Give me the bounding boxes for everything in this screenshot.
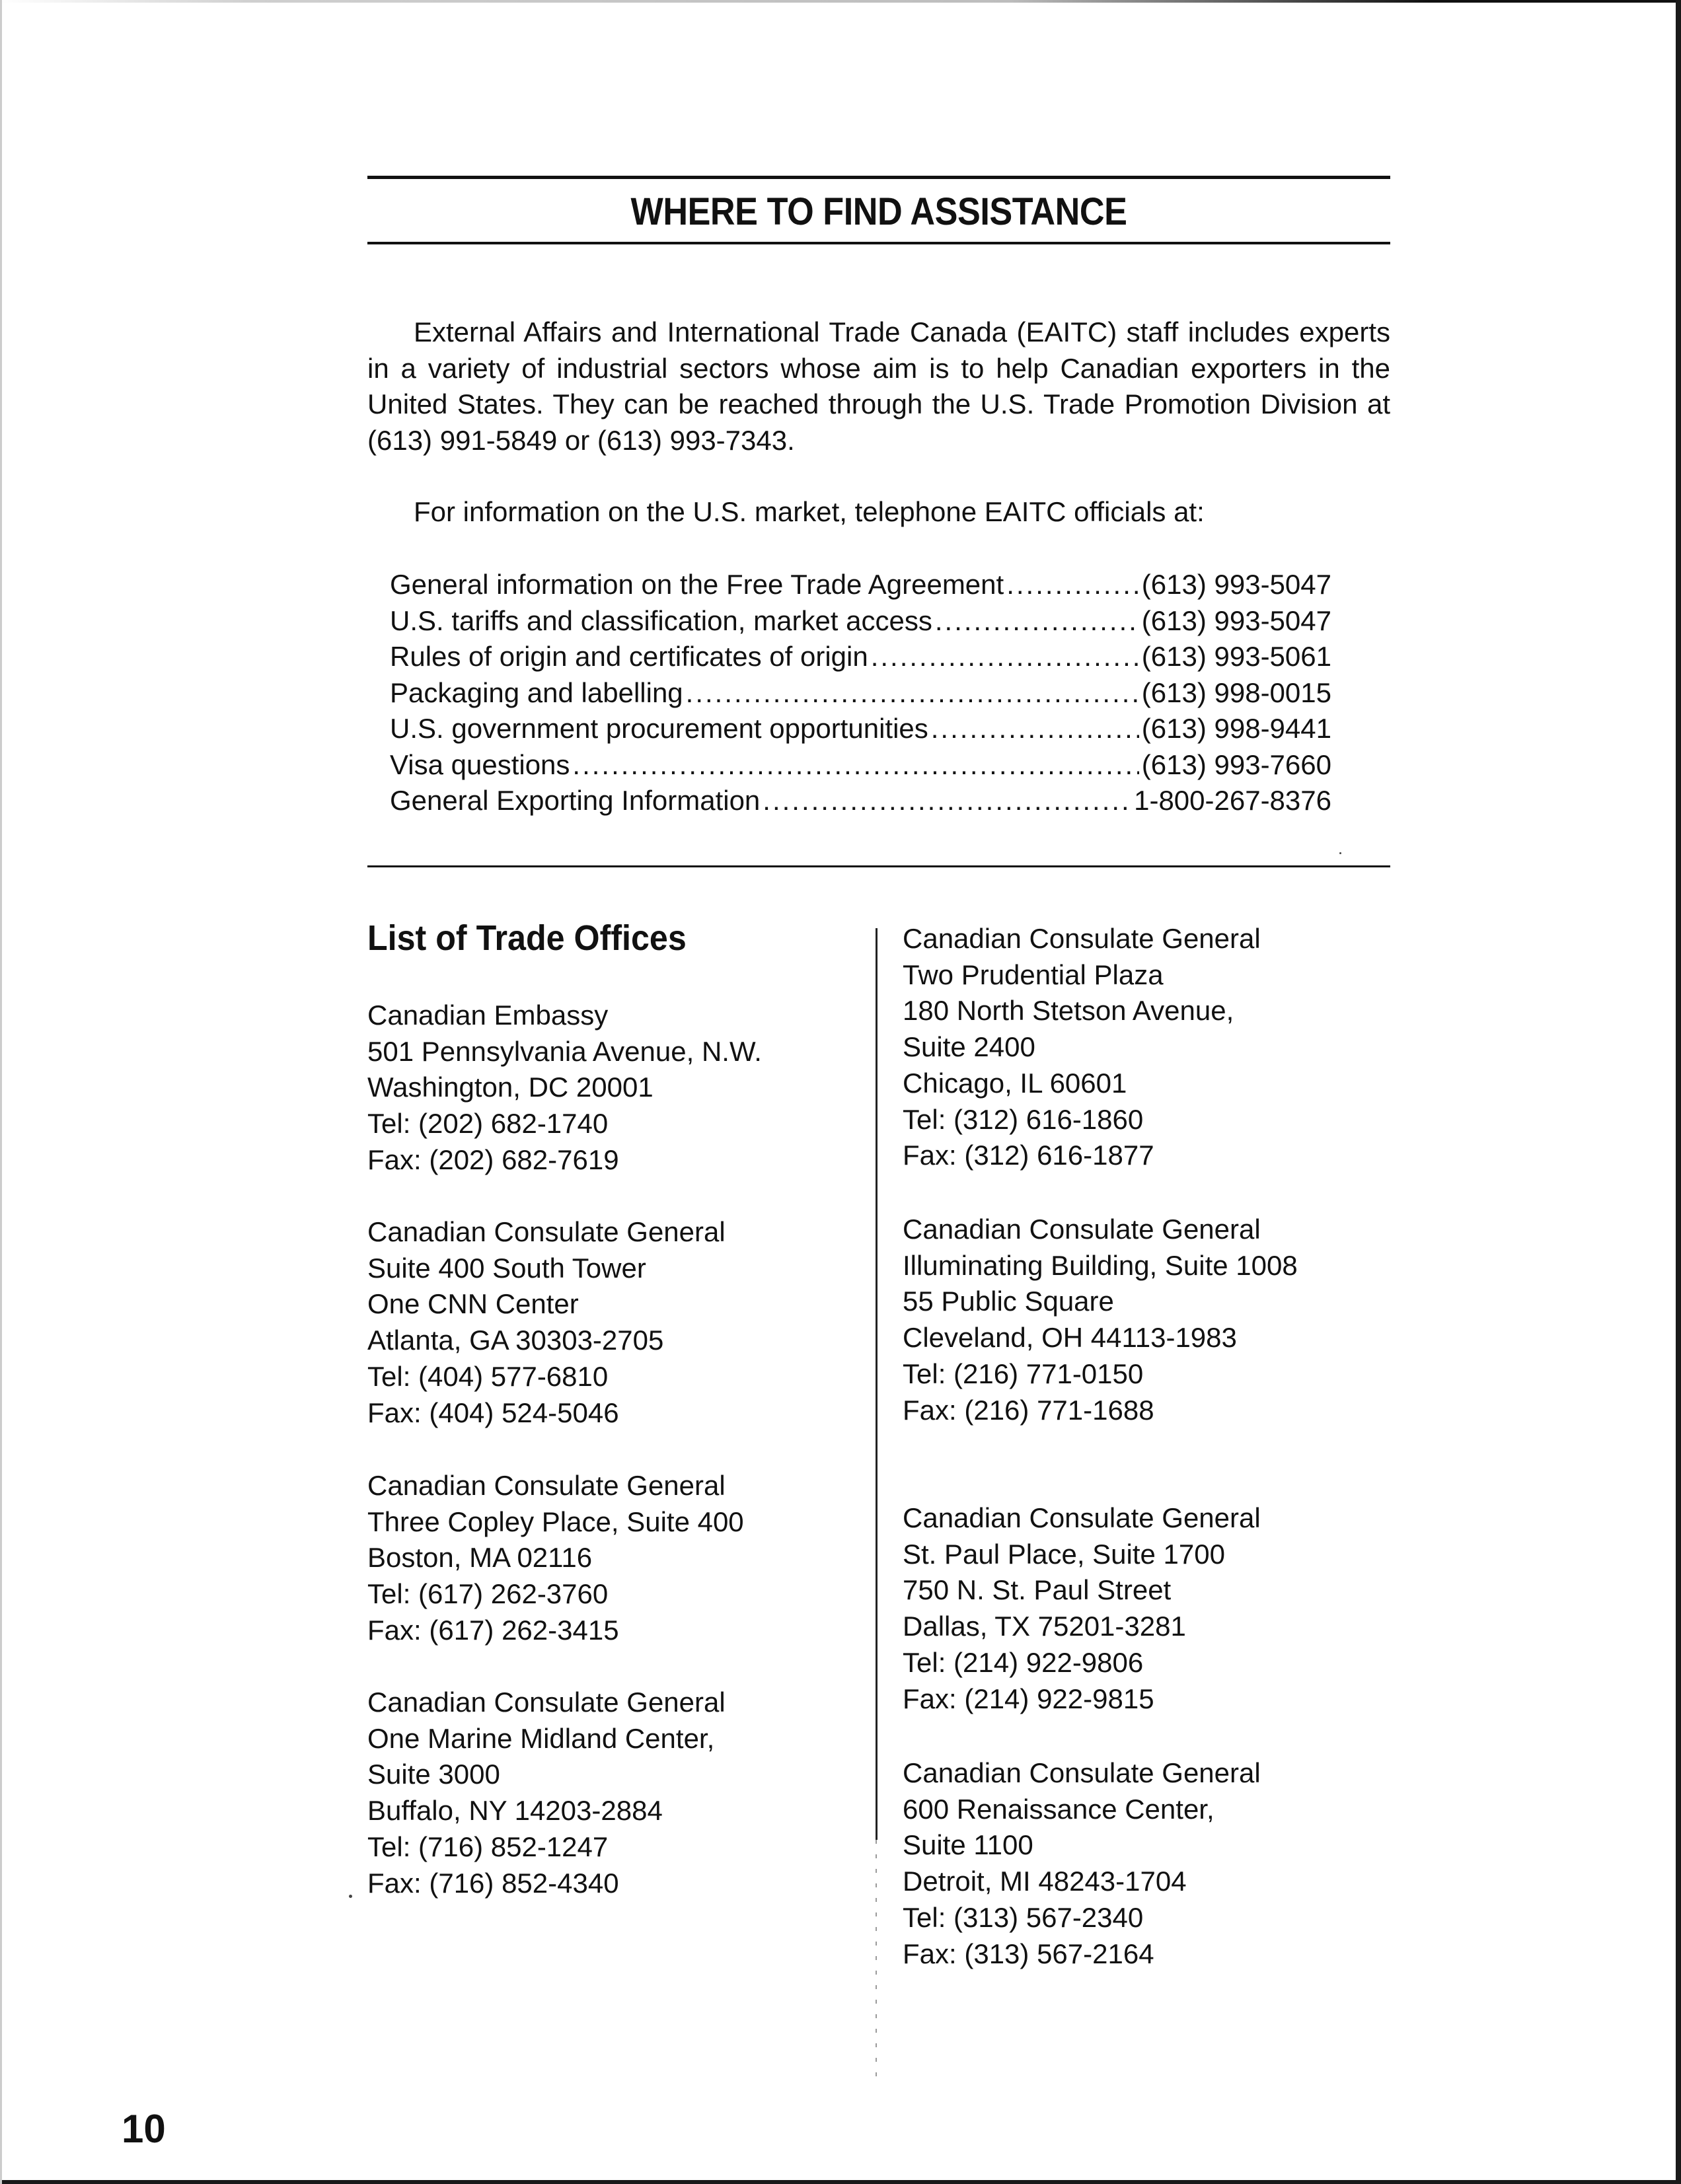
dot-leader bbox=[1006, 567, 1139, 603]
office-city: Detroit, MI 48243-1704 bbox=[903, 1866, 1187, 1897]
office-fax: Fax: (202) 682-7619 bbox=[367, 1144, 619, 1175]
scan-speck bbox=[349, 1895, 352, 1898]
contact-row bbox=[390, 603, 1331, 639]
office-tel: Tel: (202) 682-1740 bbox=[367, 1108, 609, 1140]
office-address-line: 501 Pennsylvania Avenue, N.W. bbox=[367, 1035, 762, 1067]
heading-bottom-rule bbox=[367, 242, 1390, 244]
office-atlanta bbox=[367, 1214, 726, 1431]
office-address-line: 600 Renaissance Center, bbox=[903, 1793, 1214, 1825]
office-address-line: Suite 1100 bbox=[903, 1829, 1033, 1861]
office-fax: Fax: (312) 616-1877 bbox=[903, 1140, 1154, 1171]
dot-leader bbox=[686, 675, 1139, 711]
contact-label: Packaging and labelling bbox=[390, 676, 683, 708]
office-city: Washington, DC 20001 bbox=[367, 1072, 654, 1103]
office-name: Canadian Embassy bbox=[367, 1000, 609, 1031]
office-tel: Tel: (404) 577-6810 bbox=[367, 1360, 609, 1392]
contact-phone: (613) 993-7660 bbox=[1141, 748, 1331, 780]
office-name: Canadian Consulate General bbox=[367, 1470, 726, 1501]
office-tel: Tel: (214) 922-9806 bbox=[903, 1646, 1144, 1678]
column-divider-faint bbox=[876, 1840, 877, 2084]
contact-row bbox=[390, 675, 1331, 711]
contact-phone: (613) 993-5047 bbox=[1141, 569, 1331, 600]
office-tel: Tel: (617) 262-3760 bbox=[367, 1578, 609, 1610]
office-name: Canadian Consulate General bbox=[903, 1502, 1261, 1533]
dot-leader bbox=[935, 603, 1139, 639]
office-name: Canadian Consulate General bbox=[903, 1757, 1261, 1788]
office-chicago bbox=[903, 921, 1261, 1174]
office-address-line: 55 Public Square bbox=[903, 1286, 1114, 1317]
office-address-line: One Marine Midland Center, bbox=[367, 1722, 715, 1754]
office-city: Boston, MA 02116 bbox=[367, 1542, 593, 1574]
dot-leader bbox=[931, 711, 1139, 747]
page-heading: WHERE TO FIND ASSISTANCE bbox=[630, 190, 1127, 233]
dot-leader bbox=[871, 639, 1139, 675]
office-fax: Fax: (404) 524-5046 bbox=[367, 1397, 619, 1428]
contact-row bbox=[390, 567, 1331, 603]
office-fax: Fax: (216) 771-1688 bbox=[903, 1394, 1154, 1426]
office-cleveland bbox=[903, 1212, 1298, 1428]
office-name: Canadian Consulate General bbox=[903, 1214, 1261, 1245]
contact-row bbox=[390, 711, 1331, 747]
office-fax: Fax: (313) 567-2164 bbox=[903, 1938, 1154, 1969]
contact-list bbox=[390, 567, 1331, 819]
office-fax: Fax: (214) 922-9815 bbox=[903, 1683, 1154, 1714]
contact-phone: (613) 993-5061 bbox=[1141, 641, 1331, 672]
office-city: Buffalo, NY 14203-2884 bbox=[367, 1795, 663, 1827]
office-name: Canadian Consulate General bbox=[367, 1216, 726, 1247]
contacts-lead-text: For information on the U.S. market, telephone EAITC officials at: bbox=[414, 496, 1205, 527]
office-name: Canadian Consulate General bbox=[903, 923, 1261, 954]
office-address-line: Suite 3000 bbox=[367, 1759, 500, 1790]
contact-label: Rules of origin and certificates of origin bbox=[390, 641, 868, 672]
scan-edge-right bbox=[1676, 0, 1681, 2184]
dot-leader bbox=[763, 783, 1131, 819]
office-tel: Tel: (216) 771-0150 bbox=[903, 1358, 1144, 1389]
scan-edge-left bbox=[0, 0, 2, 2184]
office-tel: Tel: (716) 852-1247 bbox=[367, 1831, 609, 1862]
section-divider bbox=[367, 865, 1390, 867]
dot-leader bbox=[572, 747, 1139, 783]
contact-phone: 1-800-267-8376 bbox=[1134, 785, 1331, 816]
contact-row bbox=[390, 639, 1331, 675]
contact-phone: (613) 993-5047 bbox=[1141, 604, 1331, 636]
contact-row bbox=[390, 747, 1331, 783]
office-washington bbox=[367, 998, 762, 1179]
scan-speck bbox=[1339, 852, 1341, 854]
scan-edge-top bbox=[0, 0, 1681, 3]
office-name: Canadian Consulate General bbox=[367, 1687, 726, 1718]
office-fax: Fax: (716) 852-4340 bbox=[367, 1867, 619, 1899]
office-address-line: St. Paul Place, Suite 1700 bbox=[903, 1538, 1225, 1570]
contact-label: General information on the Free Trade Agreement bbox=[390, 569, 1004, 600]
contact-label: General Exporting Information bbox=[390, 785, 761, 816]
heading-top-rule bbox=[367, 176, 1390, 179]
office-address-line: 750 N. St. Paul Street bbox=[903, 1574, 1172, 1606]
office-address-line: One CNN Center bbox=[367, 1288, 579, 1320]
intro-paragraph: External Affairs and International Trade Canada (EAITC) staff includes experts in a variety of industrial sectors whose aim is to help Canadian exporters in the United States. They can be reached through the U.S. Trade Promotion Division at (613) 991-5849 or (613) 993-7343. bbox=[367, 316, 1390, 456]
contact-row bbox=[390, 783, 1331, 819]
office-tel: Tel: (312) 616-1860 bbox=[903, 1103, 1144, 1135]
office-city: Atlanta, GA 30303-2705 bbox=[367, 1325, 664, 1356]
contact-label: U.S. tariffs and classification, market access bbox=[390, 604, 932, 636]
office-detroit bbox=[903, 1755, 1261, 1972]
contact-label: Visa questions bbox=[390, 748, 570, 780]
office-city: Dallas, TX 75201-3281 bbox=[903, 1611, 1186, 1642]
scan-edge-bottom bbox=[0, 2180, 1681, 2184]
office-city: Chicago, IL 60601 bbox=[903, 1067, 1127, 1099]
contact-label: U.S. government procurement opportunities bbox=[390, 713, 928, 744]
column-divider bbox=[876, 928, 878, 1840]
office-fax: Fax: (617) 262-3415 bbox=[367, 1614, 619, 1646]
office-buffalo bbox=[367, 1685, 726, 1901]
office-address-line: 180 North Stetson Avenue, bbox=[903, 995, 1234, 1027]
office-dallas bbox=[903, 1500, 1261, 1717]
trade-offices-title: List of Trade Offices bbox=[367, 918, 687, 958]
contact-phone: (613) 998-0015 bbox=[1141, 676, 1331, 708]
office-address-line: Three Copley Place, Suite 400 bbox=[367, 1506, 744, 1537]
page-number: 10 bbox=[122, 2107, 166, 2151]
office-address-line: Two Prudential Plaza bbox=[903, 959, 1164, 990]
office-address-line: Suite 400 South Tower bbox=[367, 1252, 646, 1284]
office-address-line: Suite 2400 bbox=[903, 1031, 1035, 1063]
office-city: Cleveland, OH 44113-1983 bbox=[903, 1322, 1237, 1354]
contact-phone: (613) 998-9441 bbox=[1141, 713, 1331, 744]
office-tel: Tel: (313) 567-2340 bbox=[903, 1901, 1144, 1933]
office-boston bbox=[367, 1468, 744, 1649]
office-address-line: Illuminating Building, Suite 1008 bbox=[903, 1249, 1298, 1281]
